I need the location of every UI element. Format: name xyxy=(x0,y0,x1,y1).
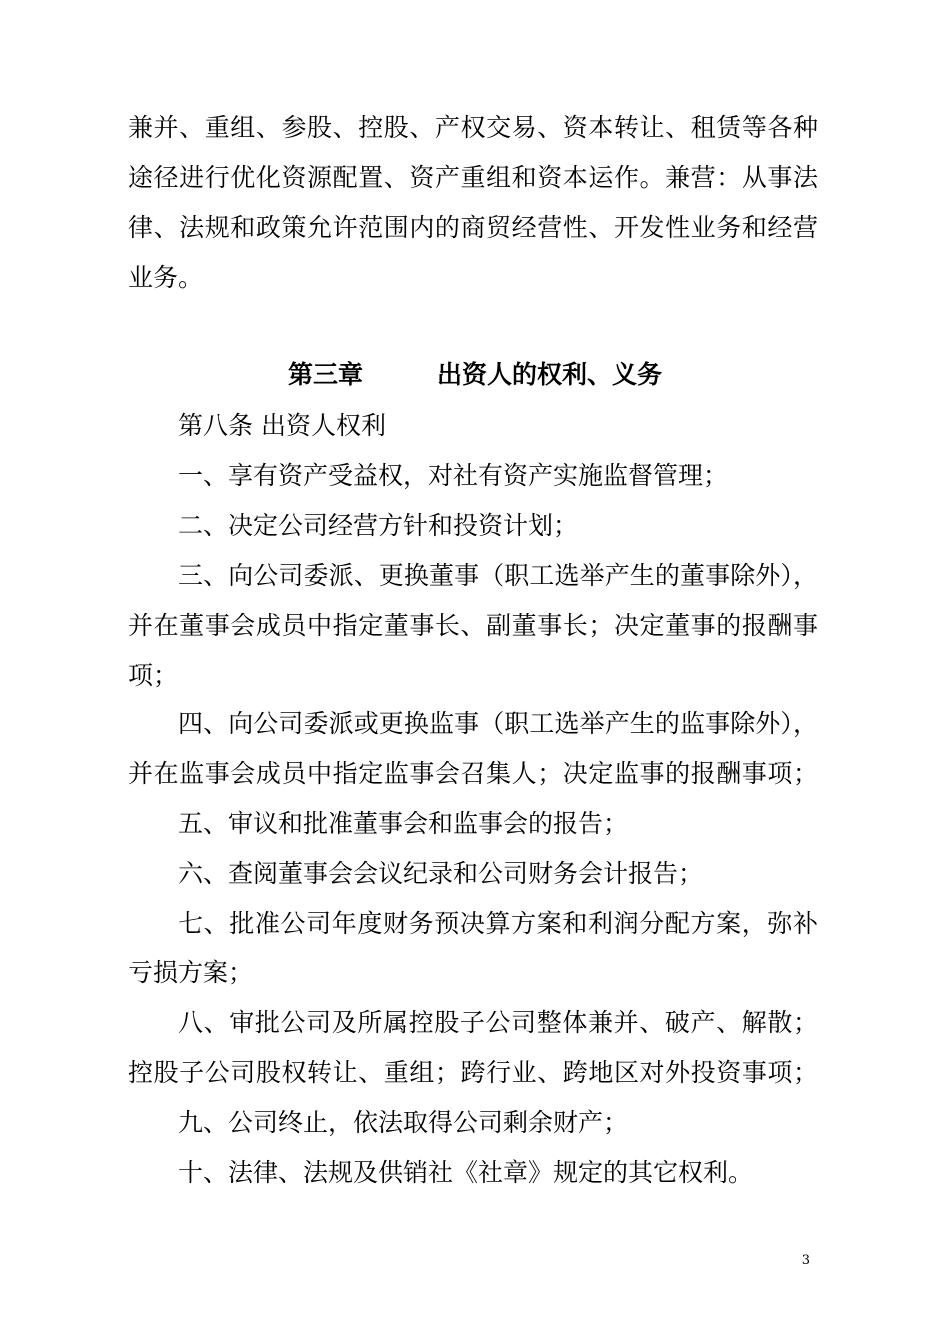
chapter-heading xyxy=(0,357,950,393)
item-5-line-1: 五、审议和批准董事会和监事会的报告； xyxy=(178,809,629,838)
chapter-number: 第三章 xyxy=(287,360,363,389)
item-6-line-1: 六、查阅董事会会议纪录和公司财务会计报告； xyxy=(178,859,704,888)
item-4-line-2: 并在监事会成员中指定监事会召集人；决定监事的报酬事项； xyxy=(128,759,818,788)
intro-line-2: 途径进行优化资源配置、资产重组和资本运作。兼营：从事法 xyxy=(128,163,818,192)
item-3-line-2: 并在董事会成员中指定董事长、副董事长；决定董事的报酬事 xyxy=(128,611,818,640)
item-8-line-2: 控股子公司股权转让、重组；跨行业、跨地区对外投资事项； xyxy=(128,1058,818,1087)
item-8-line-1: 八、审批公司及所属控股子公司整体兼并、破产、解散； xyxy=(178,1008,818,1037)
item-3-line-3: 项； xyxy=(128,661,179,690)
chapter-title: 出资人的权利、义务 xyxy=(437,360,663,389)
item-7-line-1: 七、批准公司年度财务预决算方案和利润分配方案，弥补 xyxy=(178,909,818,938)
item-2-line-1: 二、决定公司经营方针和投资计划； xyxy=(178,511,579,540)
intro-line-1: 兼并、重组、参股、控股、产权交易、资本转让、租赁等各种 xyxy=(128,113,818,142)
item-4-line-1: 四、向公司委派或更换监事（职工选举产生的监事除外）， xyxy=(178,709,818,738)
item-1-line-1: 一、享有资产受益权，对社有资产实施监督管理； xyxy=(178,461,729,490)
intro-line-3: 律、法规和政策允许范围内的商贸经营性、开发性业务和经营 xyxy=(128,213,818,242)
article-title: 第八条 出资人权利 xyxy=(178,411,386,440)
item-7-line-2: 亏损方案； xyxy=(128,958,254,987)
item-9-line-1: 九、公司终止，依法取得公司剩余财产； xyxy=(178,1108,629,1137)
item-3-line-1: 三、向公司委派、更换董事（职工选举产生的董事除外）， xyxy=(178,561,818,590)
item-10-line-1: 十、法律、法规及供销社《社章》规定的其它权利。 xyxy=(178,1158,754,1187)
intro-line-4: 业务。 xyxy=(128,263,204,292)
page-number: 3 xyxy=(801,1253,810,1268)
